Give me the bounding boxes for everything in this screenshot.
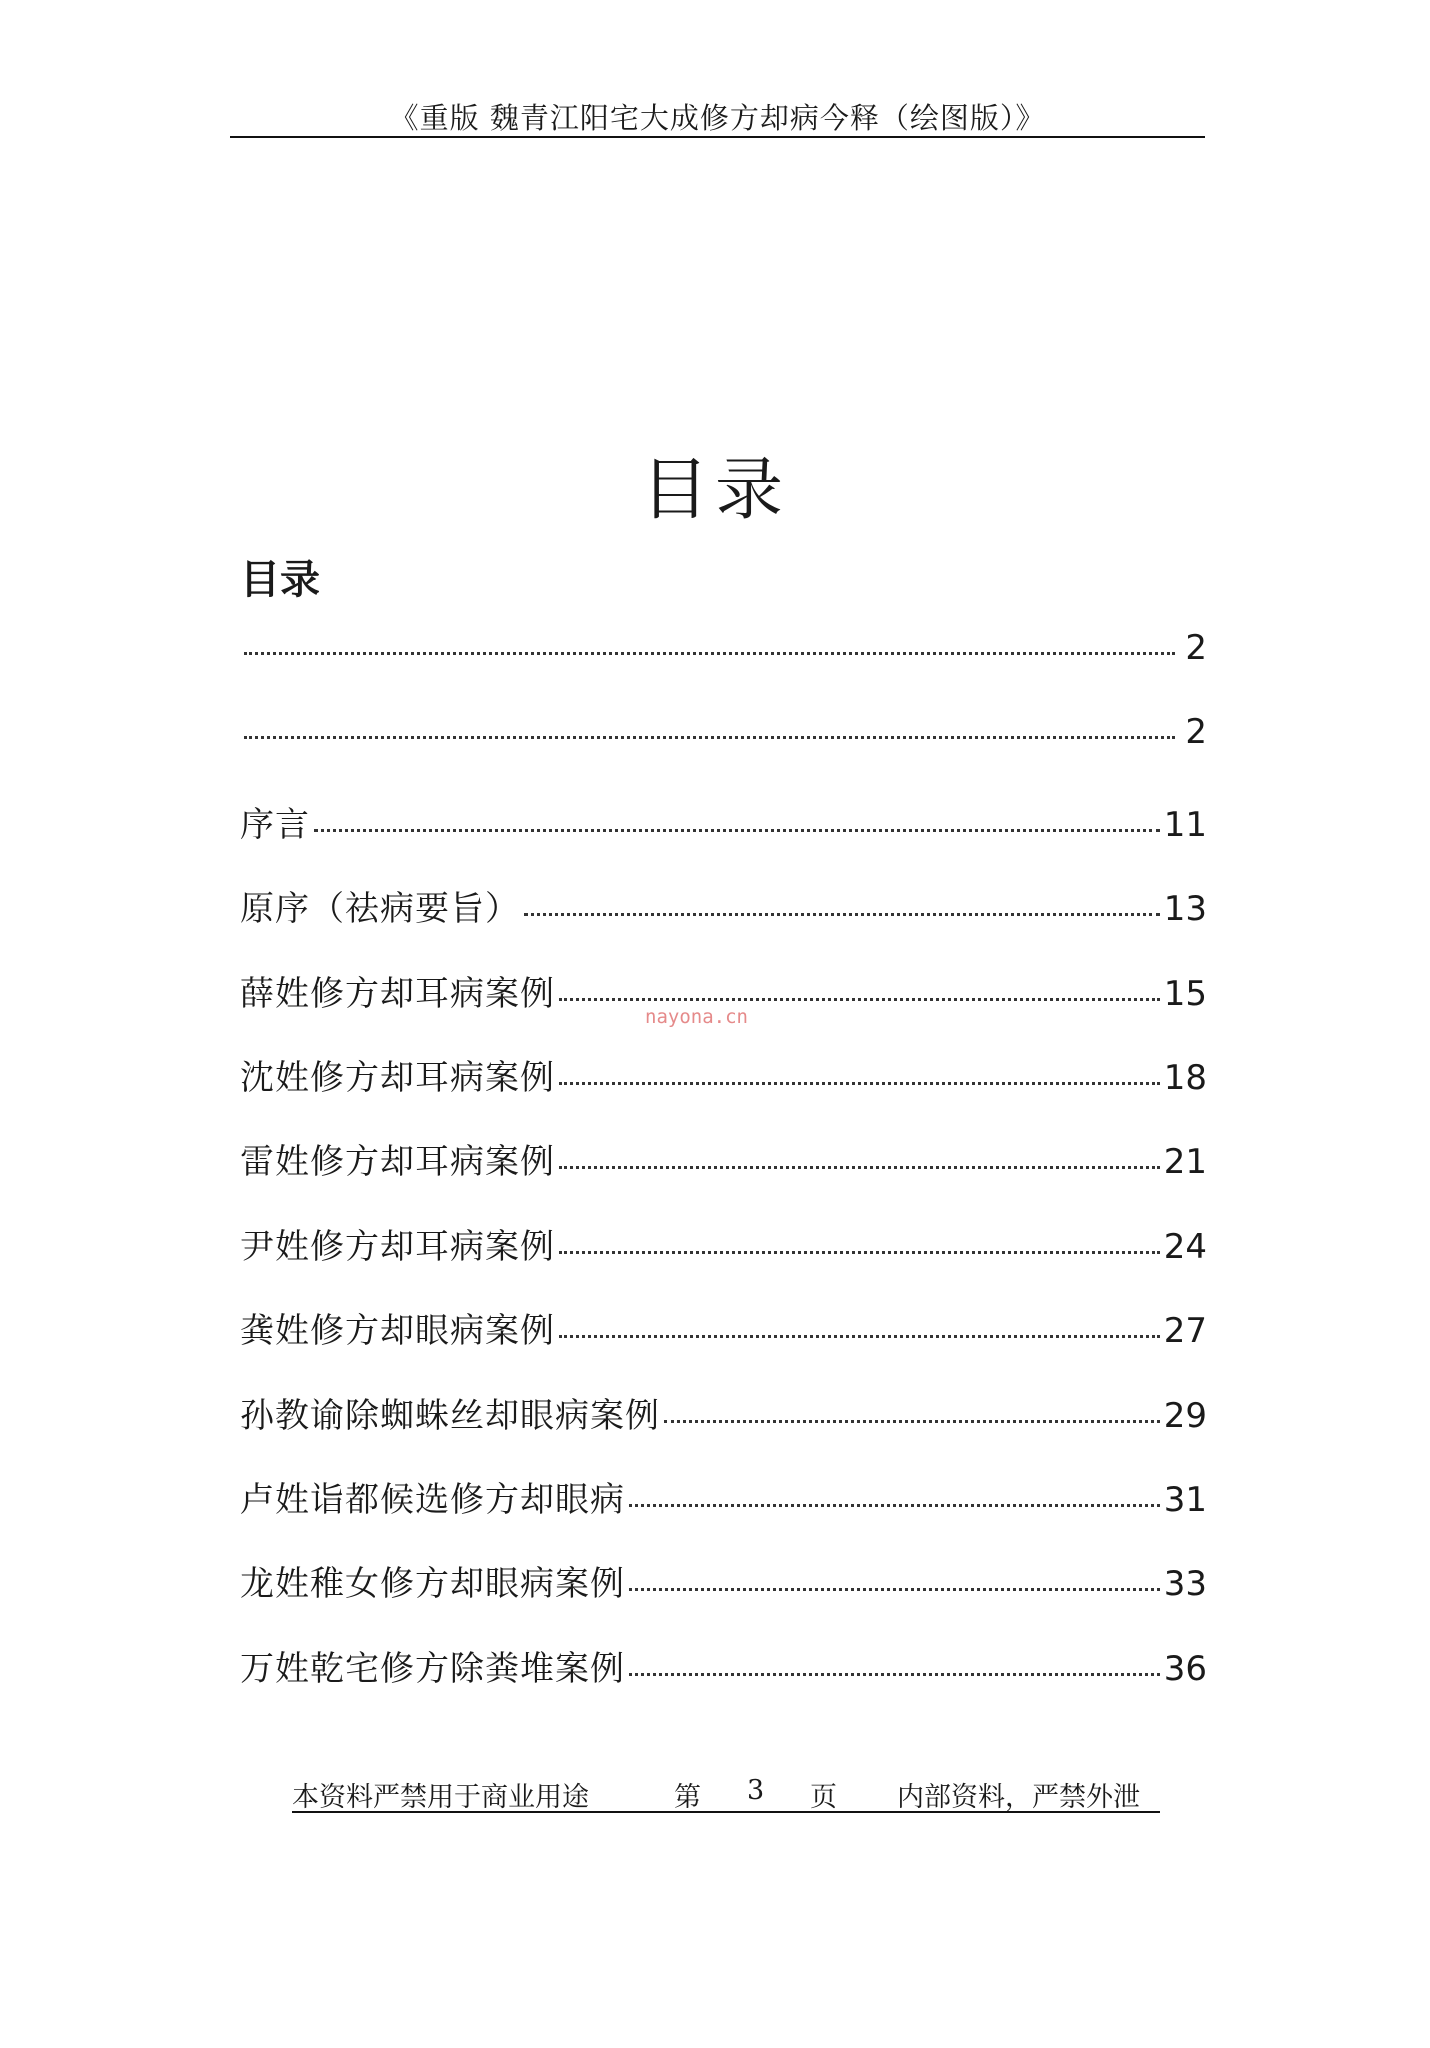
footer-page-prefix: 第 (674, 1782, 701, 1813)
toc-entry-page: 13 (1163, 889, 1207, 930)
toc-entry[interactable] (240, 1303, 1207, 1387)
toc-entry-page: 31 (1163, 1479, 1207, 1520)
toc-dot-leader (664, 1420, 1160, 1423)
toc-entry[interactable] (240, 1134, 1207, 1218)
toc-entry-label: 卢姓诣都候选修方却眼病 (240, 1479, 625, 1520)
toc-entry[interactable] (240, 881, 1207, 965)
page-footer (292, 1775, 1160, 1813)
toc-entry-page: 21 (1163, 1142, 1207, 1183)
toc-entry-label: 龚姓修方却眼病案例 (240, 1311, 555, 1352)
toc-entry-label: 原序（祛病要旨） (240, 889, 520, 930)
footer-notice-left: 本资料严禁用于商业用途 (292, 1782, 589, 1813)
toc-entry[interactable] (240, 628, 1207, 712)
toc-entry-page: 2 (1185, 712, 1207, 753)
toc-entry-page: 11 (1163, 804, 1207, 845)
toc-dot-leader (559, 998, 1160, 1001)
toc-entry-page: 18 (1163, 1057, 1207, 1098)
toc-entry[interactable] (240, 1556, 1207, 1640)
toc-entry-label: 沈姓修方却耳病案例 (240, 1057, 555, 1098)
running-header: 《重版 魏青江阳宅大成修方却病今释（绘图版）》 (389, 101, 1046, 135)
toc-dot-leader (629, 1588, 1160, 1591)
toc-dot-leader (559, 1335, 1160, 1338)
toc-list (240, 628, 1207, 1725)
toc-entry[interactable] (240, 1050, 1207, 1134)
toc-entry-label: 薛姓修方却耳病案例 (240, 973, 555, 1014)
toc-dot-leader (244, 736, 1175, 739)
toc-dot-leader (524, 913, 1160, 916)
toc-entry-label: 尹姓修方却耳病案例 (240, 1226, 555, 1267)
footer-page-number: 3 (747, 1775, 765, 1806)
toc-entry-page: 36 (1163, 1648, 1207, 1689)
toc-dot-leader (629, 1504, 1160, 1507)
toc-dot-leader (629, 1673, 1160, 1676)
toc-heading: 目录 (240, 557, 320, 603)
watermark-text: nayona.cn (645, 1006, 748, 1028)
toc-entry-page: 2 (1185, 628, 1207, 668)
header-rule (230, 136, 1205, 138)
footer-notice-right: 内部资料，严禁外泄 (897, 1782, 1140, 1813)
toc-entry[interactable] (240, 1219, 1207, 1303)
toc-entry-label: 孙教谕除蜘蛛丝却眼病案例 (240, 1395, 660, 1436)
toc-entry-label: 序言 (240, 804, 310, 845)
toc-entry[interactable] (240, 1641, 1207, 1725)
toc-entry-label: 龙姓稚女修方却眼病案例 (240, 1564, 625, 1605)
toc-entry-label: 万姓乾宅修方除粪堆案例 (240, 1648, 625, 1689)
toc-dot-leader (244, 652, 1175, 655)
toc-dot-leader (314, 829, 1160, 832)
toc-entry-page: 33 (1163, 1564, 1207, 1605)
footer-page-suffix: 页 (810, 1782, 837, 1813)
toc-dot-leader (559, 1082, 1160, 1085)
toc-entry-page: 27 (1163, 1311, 1207, 1352)
toc-entry[interactable] (240, 797, 1207, 881)
toc-entry-page: 29 (1163, 1395, 1207, 1436)
toc-entry-label: 雷姓修方却耳病案例 (240, 1142, 555, 1183)
toc-entry[interactable] (240, 712, 1207, 796)
toc-dot-leader (559, 1166, 1160, 1169)
toc-entry[interactable] (240, 1472, 1207, 1556)
toc-entry-page: 15 (1163, 973, 1207, 1014)
toc-entry-page: 24 (1163, 1226, 1207, 1267)
toc-entry[interactable] (240, 1388, 1207, 1472)
toc-dot-leader (559, 1251, 1160, 1254)
page-title: 目录 (640, 450, 789, 530)
